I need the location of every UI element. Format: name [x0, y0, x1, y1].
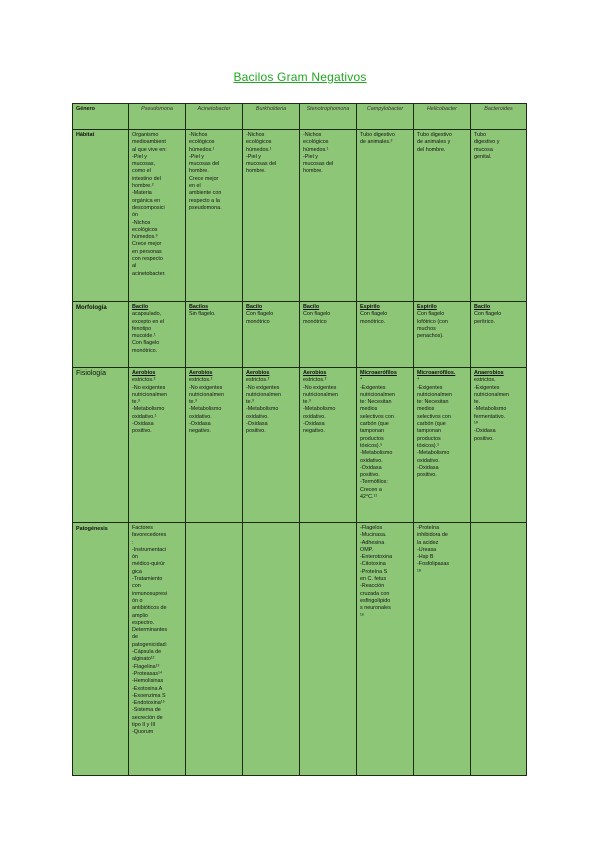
cell-line: Aerobios: [246, 370, 270, 376]
cell-line: Con flagelo: [360, 311, 388, 318]
cell-line: mucosas del: [189, 161, 220, 168]
cell-line: positivo.: [132, 428, 152, 435]
cell-line: ¹⁰: [474, 421, 478, 428]
cell-line: Sin flagelo.: [189, 311, 216, 318]
cell-line: inhibidora de: [417, 532, 448, 539]
row-fisiologia: [73, 368, 527, 523]
cell-line: Crecen a: [360, 486, 382, 493]
cell-line: hombre.: [189, 168, 209, 175]
cell-line: con: [132, 583, 141, 590]
cell-line: penachos).: [417, 333, 444, 340]
cell-line: patogenicidad:: [132, 641, 168, 648]
table-cell: [129, 368, 186, 523]
cell-line: al: [132, 263, 137, 270]
cell-line: -No exigentes: [246, 384, 280, 391]
cell-line: negativo.: [189, 428, 211, 435]
table-cell: [243, 368, 300, 523]
cell-line: -Metabolismo: [360, 450, 393, 457]
cell-line: -Proteasas¹⁴: [132, 670, 163, 677]
cell-line: -Citotoxina: [360, 561, 386, 568]
cell-line: tipo II y III: [132, 722, 156, 729]
cell-line: nutricionalmen: [246, 391, 282, 398]
cell-line: ón o: [132, 597, 143, 604]
cell-line: Espirilo: [417, 304, 437, 310]
cell-line: -Piel y: [189, 153, 204, 160]
table-cell: [414, 302, 471, 368]
cell-line: -Ureasa: [417, 546, 437, 553]
cell-line: te.: [474, 399, 480, 406]
cell-line: positivo.: [360, 472, 380, 479]
row-label: Hábitat: [73, 130, 129, 302]
cell-line: acapsulado,: [132, 311, 162, 318]
cell-line: -Metabolismo: [246, 406, 279, 413]
cell-line: Con flagelo: [474, 311, 502, 318]
table-cell: [414, 523, 471, 776]
cell-line: en personas: [132, 248, 162, 255]
cell-line: ambiente con: [189, 190, 222, 197]
genus-header: Helicobacter: [414, 104, 471, 130]
cell-line: 42°C.¹¹: [360, 494, 378, 501]
cell-line: s neuronales: [360, 605, 391, 612]
cell-line: carbón (que: [417, 421, 446, 428]
cell-line: -Oxidasa: [132, 421, 154, 428]
table-cell: [300, 523, 357, 776]
header-genero: Género: [73, 104, 129, 130]
cell-line: ¹⁸: [417, 568, 422, 575]
cell-line: -Oxidasa: [303, 421, 325, 428]
cell-line: selectivos con: [417, 413, 451, 420]
cell-line: -Adhesina: [360, 539, 385, 546]
cell-line: Microaerófilos: [360, 370, 397, 376]
cell-line: tamponan: [360, 428, 384, 435]
cell-line: -Endotoxina¹⁵: [132, 700, 165, 707]
cell-line: -No exigentes: [303, 384, 337, 391]
cell-line: monótrico.: [132, 347, 158, 354]
cell-line: -Exigentes: [474, 384, 500, 391]
cell-line: inmunosupresi: [132, 590, 168, 597]
table-cell: [471, 302, 527, 368]
cell-line: -Piel y: [132, 153, 147, 160]
cell-line: como el: [132, 168, 151, 175]
cell-line: Tubo digestivo: [417, 132, 452, 138]
cell-line: -Piel y: [246, 153, 261, 160]
cell-line: al que vive en:: [132, 146, 167, 153]
table-cell: [357, 368, 414, 523]
cell-line: -Quorum: [132, 729, 154, 736]
cell-line: -Instrumentaci: [132, 546, 167, 553]
cell-line: estrictos.²: [303, 377, 327, 384]
table-cell: [357, 130, 414, 302]
cell-line: ecológicos: [246, 139, 272, 146]
table-cell: [186, 302, 243, 368]
cell-line: -Metabolismo: [189, 406, 222, 413]
cell-line: secreción de: [132, 714, 163, 721]
cell-line: -Fosfolipasas: [417, 561, 450, 568]
row-label: Morfología: [73, 302, 129, 368]
cell-line: ón: [132, 212, 138, 219]
cell-line: pseudomona.: [189, 204, 222, 211]
cell-line: mucoide.¹: [132, 333, 156, 340]
row-label: Fisiología: [73, 368, 129, 523]
cell-line: espectro.: [132, 619, 155, 626]
cell-line: mucosas del: [303, 161, 334, 168]
table-cell: [186, 130, 243, 302]
cell-line: monótrico.: [360, 318, 386, 325]
cell-line: hombre.: [246, 168, 266, 175]
cell-line: lofótrico (con: [417, 318, 448, 325]
cell-line: mucosas,: [132, 161, 156, 168]
cell-line: Bacilo: [303, 304, 320, 310]
cell-line: Tubo digestivo: [360, 132, 395, 138]
table-cell: [129, 523, 186, 776]
cell-line: fermentativo.: [474, 413, 506, 420]
cell-line: medioambient: [132, 139, 166, 146]
cell-line: la acidez: [417, 539, 439, 546]
cell-line: oxidativo.¹: [132, 413, 157, 420]
cell-line: Aerobios: [303, 370, 327, 376]
cell-line: :: [132, 539, 134, 546]
cell-line: Con flagelo: [246, 311, 274, 318]
row-morfologia: [73, 302, 527, 368]
cell-line: -Termófilos:: [360, 479, 388, 486]
table-cell: [414, 130, 471, 302]
cell-line: -Enterotoxina: [360, 554, 393, 561]
cell-line: oxidativo.: [303, 413, 326, 420]
cell-line: fenotipo: [132, 325, 152, 332]
cell-line: Factores: [132, 525, 153, 531]
cell-line: -Proteína: [417, 525, 440, 531]
cell-line: te.³: [303, 399, 311, 406]
cell-line: Crece mejor: [132, 241, 162, 248]
cell-line: hombre.: [303, 168, 323, 175]
cell-line: húmedos.¹: [189, 146, 215, 153]
cell-line: alginato¹²: [132, 656, 155, 663]
cell-line: medios: [360, 406, 378, 413]
cell-line: -Exotoxina A: [132, 685, 163, 692]
table-cell: [129, 130, 186, 302]
table-cell: [471, 523, 527, 776]
cell-line: muchos: [417, 325, 436, 332]
cell-line: intestino del: [132, 175, 161, 182]
cell-line: -Nichos: [246, 132, 265, 138]
cell-line: húmedos.³: [132, 234, 158, 241]
cell-line: -Nichos: [132, 219, 151, 226]
cell-line: nutricionalmen: [474, 391, 510, 398]
header-row: [73, 104, 527, 130]
cell-line: ecológicos: [132, 226, 158, 233]
cell-line: medios: [417, 406, 435, 413]
row-habitat: [73, 130, 527, 302]
cell-line: Bacilo: [474, 304, 491, 310]
cell-line: Microaerófilos.: [417, 370, 456, 376]
cell-line: descomposici: [132, 204, 165, 211]
cell-line: -Hsp B: [417, 554, 434, 561]
bacteria-table: [72, 103, 527, 776]
cell-line: -Materia: [132, 190, 152, 197]
cell-line: tamponan: [417, 428, 441, 435]
table-cell: [471, 368, 527, 523]
cell-line: Aerobios: [189, 370, 213, 376]
cell-line: con respecto: [132, 256, 163, 263]
cell-line: -No exigentes: [132, 384, 166, 391]
cell-line: -Nichos: [189, 132, 208, 138]
table-cell: [129, 302, 186, 368]
cell-line: selectivos con: [360, 413, 394, 420]
cell-line: -Exigentes: [360, 384, 386, 391]
genus-header: Burkholderia: [243, 104, 300, 130]
cell-line: Aerobios: [132, 370, 156, 376]
cell-line: Espirilo: [360, 304, 380, 310]
cell-line: acinetobacter.: [132, 270, 166, 277]
cell-line: -Mucinasa.: [360, 532, 387, 539]
cell-line: positivo.: [474, 435, 494, 442]
cell-line: ecológicos: [303, 139, 329, 146]
table-cell: [243, 302, 300, 368]
cell-line: -Flagelina¹³: [132, 663, 160, 670]
cell-line: Organismo: [132, 132, 159, 138]
cell-line: perítrico.: [474, 318, 495, 325]
cell-line: Bacilo: [132, 304, 149, 310]
cell-line: oxidativo.: [360, 457, 383, 464]
cell-line: te.³: [246, 399, 254, 406]
cell-line: amplio: [132, 612, 148, 619]
genus-header: Acinetobacter: [186, 104, 243, 130]
table-cell: [186, 368, 243, 523]
cell-line: mucosas del: [246, 161, 277, 168]
cell-line: Crece mejor: [189, 175, 219, 182]
cell-line: excepto en el: [132, 318, 165, 325]
cell-line: monótrico: [303, 318, 327, 325]
table-cell: [243, 130, 300, 302]
cell-line: húmedos.¹: [246, 146, 272, 153]
document-title: Bacilos Gram Negativos: [233, 70, 367, 84]
cell-line: nutricionalmen: [303, 391, 339, 398]
cell-line: oxidativo.: [189, 413, 212, 420]
cell-line: antibióticos de: [132, 605, 167, 612]
cell-line: ⁴: [417, 377, 420, 384]
cell-line: -No exigentes: [189, 384, 223, 391]
genus-header: Pseudomona: [129, 104, 186, 130]
cell-line: de: [132, 634, 138, 641]
cell-line: -Oxidasa: [474, 428, 496, 435]
cell-line: estrictos.²: [132, 377, 156, 384]
table-cell: [357, 523, 414, 776]
table-cell: [414, 368, 471, 523]
genus-header: Bacteroides: [471, 104, 527, 130]
cell-line: productos: [360, 435, 384, 442]
cell-line: tóxicos).⁵: [360, 442, 383, 449]
cell-line: monótrico: [246, 318, 270, 325]
cell-line: Con flagelo: [132, 340, 160, 347]
cell-line: te: Necesitan: [360, 399, 392, 406]
genus-header: Stenotrophomona: [300, 104, 357, 130]
genus-header: Campylobacter: [357, 104, 414, 130]
cell-line: Determinantes: [132, 627, 168, 634]
table-cell: [300, 368, 357, 523]
cell-line: -Flagelos: [360, 525, 383, 531]
cell-line: oxidativo.: [246, 413, 269, 420]
cell-line: ⁴: [360, 377, 363, 384]
cell-line: esfingolípido: [360, 597, 391, 604]
cell-line: Bacilos: [189, 304, 209, 310]
cell-line: Con flagelo: [303, 311, 331, 318]
cell-line: -Exoenzima S: [132, 692, 166, 699]
cell-line: gica: [132, 568, 142, 575]
cell-line: del hombre.: [417, 146, 446, 153]
cell-line: -Tratamiento: [132, 576, 163, 583]
cell-line: te: Necesitan: [417, 399, 449, 406]
cell-line: respecto a la: [189, 197, 220, 204]
cell-line: -Reacción: [360, 583, 385, 590]
cell-line: en el: [189, 183, 201, 190]
cell-line: -Metabolismo: [303, 406, 336, 413]
cell-line: -Exigentes: [417, 384, 443, 391]
cell-line: -Oxidasa: [246, 421, 268, 428]
cell-line: cruzada con: [360, 590, 390, 597]
cell-line: Con flagelo: [417, 311, 445, 318]
cell-line: -Cápsula de: [132, 649, 162, 656]
cell-line: OMP.: [360, 546, 374, 553]
cell-line: -Hemolisinas: [132, 678, 164, 685]
cell-line: favorecedores: [132, 532, 167, 539]
cell-line: ¹⁶: [360, 612, 365, 619]
row-label: Patogénesis: [73, 523, 129, 776]
table-cell: [243, 523, 300, 776]
cell-line: carbón (que: [360, 421, 389, 428]
cell-line: oxidativo.: [417, 457, 440, 464]
table-cell: [300, 302, 357, 368]
cell-line: -Metabolismo: [474, 406, 507, 413]
cell-line: te.³: [132, 399, 140, 406]
cell-line: digestivo y: [474, 139, 500, 146]
cell-line: estrictos.²: [189, 377, 213, 384]
cell-line: -Metabolismo: [132, 406, 165, 413]
cell-line: de animales.²: [360, 139, 393, 146]
cell-line: estrictos.: [474, 377, 496, 384]
cell-line: en C. fetus: [360, 576, 387, 583]
cell-line: negativo.: [303, 428, 325, 435]
cell-line: -Oxidasa: [360, 464, 382, 471]
cell-line: productos: [417, 435, 441, 442]
cell-line: -Proteína S: [360, 568, 388, 575]
cell-line: -Oxidasa: [189, 421, 211, 428]
cell-line: -Nichos: [303, 132, 322, 138]
cell-line: nutricionalmen: [132, 391, 168, 398]
cell-line: tóxicos).⁵: [417, 442, 440, 449]
cell-line: Anaerobios: [474, 370, 504, 376]
cell-line: nutricionalmen: [360, 391, 396, 398]
cell-line: -Sistema de: [132, 707, 161, 714]
row-patogenesis: [73, 523, 527, 776]
table-cell: [357, 302, 414, 368]
cell-line: Tubo: [474, 132, 487, 138]
cell-line: médico-quirúr: [132, 561, 165, 568]
cell-line: -Piel y: [303, 153, 318, 160]
table-cell: [300, 130, 357, 302]
cell-line: positivo.: [417, 472, 437, 479]
cell-line: mucosa: [474, 146, 493, 153]
cell-line: Bacilo: [246, 304, 263, 310]
cell-line: nutricionalmen: [417, 391, 453, 398]
cell-line: te.³: [189, 399, 197, 406]
cell-line: -Metabolismo: [417, 450, 450, 457]
cell-line: nutricionalmen: [189, 391, 225, 398]
cell-line: de animales y: [417, 139, 451, 146]
cell-line: orgánica en: [132, 197, 161, 204]
table-cell: [186, 523, 243, 776]
cell-line: estrictos.²: [246, 377, 270, 384]
cell-line: -Oxidasa: [417, 464, 439, 471]
cell-line: ón: [132, 554, 138, 561]
cell-line: ecológicos: [189, 139, 215, 146]
cell-line: húmedos.¹: [303, 146, 329, 153]
cell-line: hombre.²: [132, 183, 154, 190]
cell-line: genital.: [474, 153, 492, 160]
table-cell: [471, 130, 527, 302]
cell-line: positivo.: [246, 428, 266, 435]
